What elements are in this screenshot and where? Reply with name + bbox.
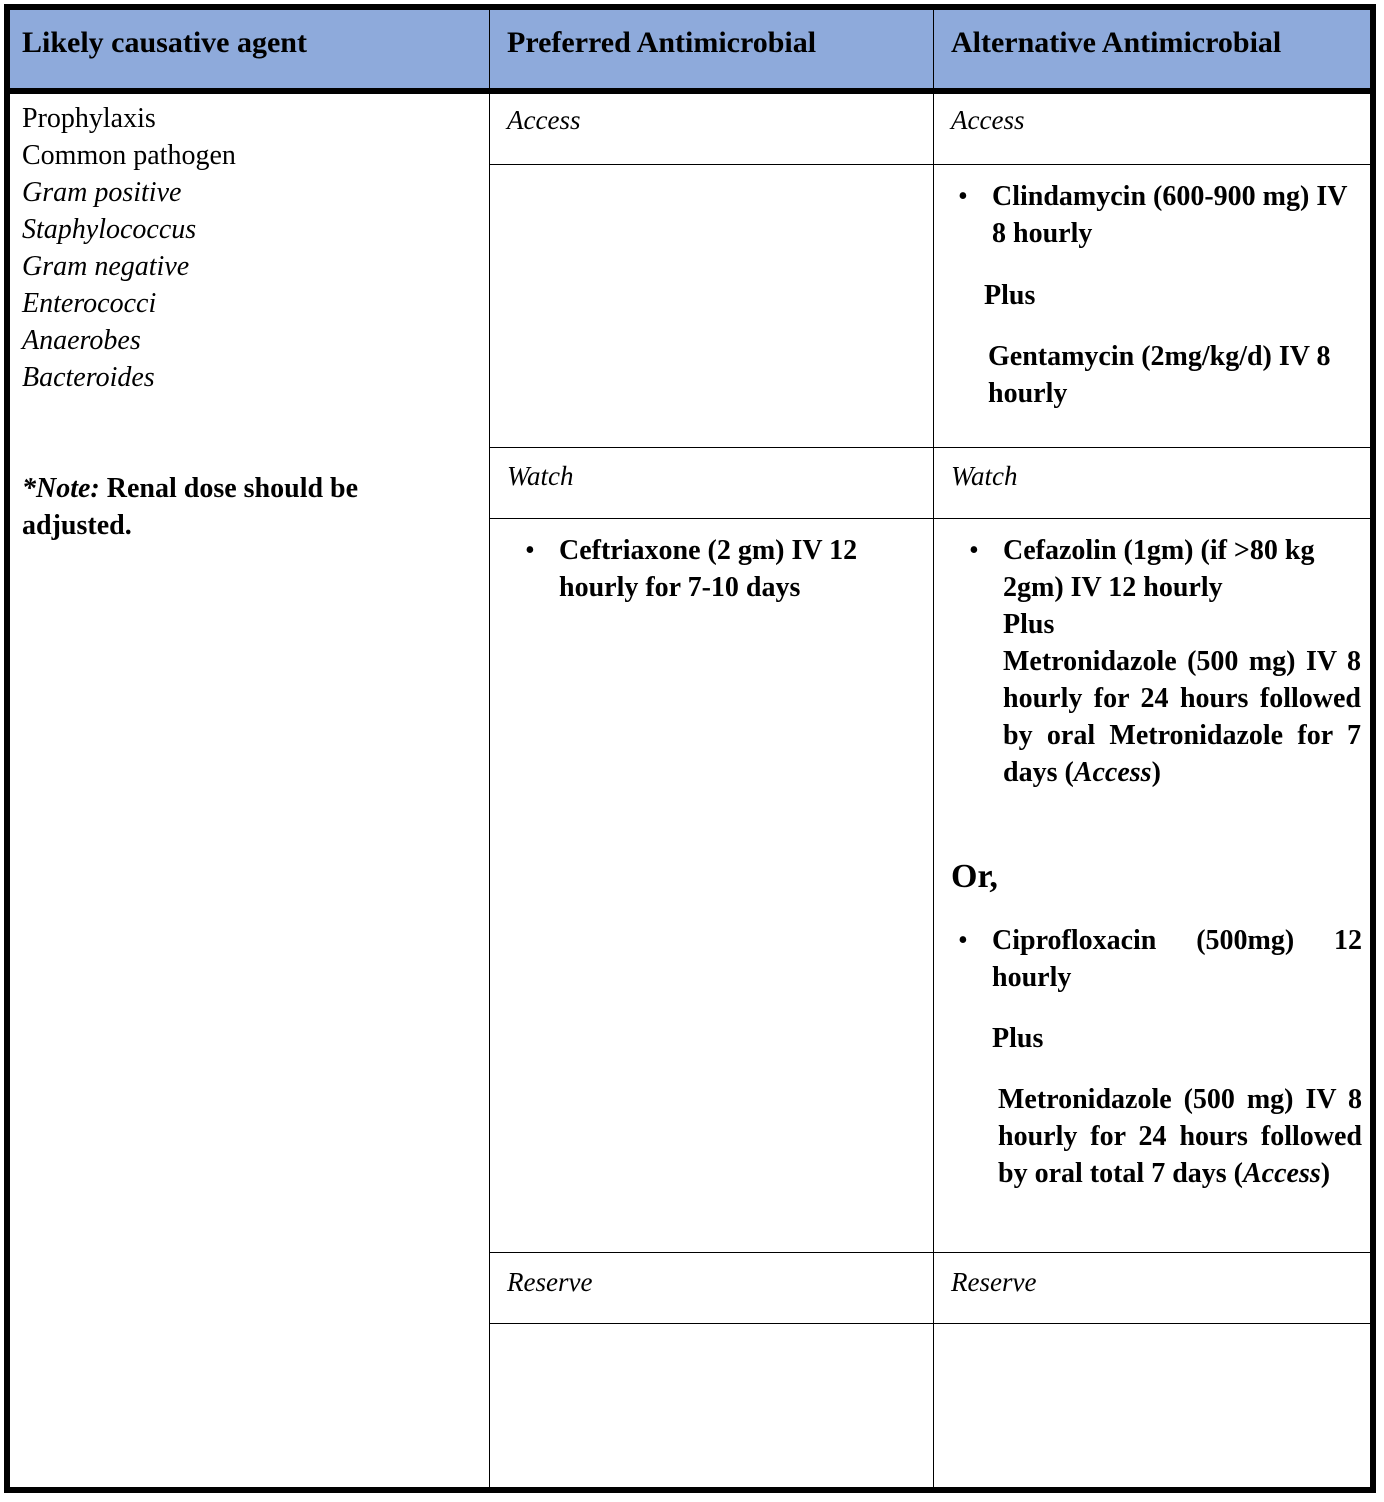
preferred-watch-cell <box>559 532 899 606</box>
pathogen-item: Gram positive <box>22 177 182 208</box>
header-likely-causative-agent: Likely causative agent <box>22 26 307 59</box>
header-preferred-antimicrobial: Preferred Antimicrobial <box>507 26 817 59</box>
alternative-watch-cell <box>1003 532 1361 791</box>
header-alternative-antimicrobial: Alternative Antimicrobial <box>951 26 1282 59</box>
row-divider <box>489 1252 1376 1253</box>
alternative-access-cell <box>984 178 1362 412</box>
alternative-watch-label: Watch <box>951 461 1018 491</box>
alternative-access-label: Access <box>951 105 1025 135</box>
drug-gentamycin: Gentamycin (2mg/kg/d) IV 8 hourly <box>988 341 1331 409</box>
paren: ) <box>1320 1158 1331 1189</box>
plus-label: Plus <box>1003 609 1055 640</box>
row-divider <box>489 518 1376 519</box>
row-divider <box>489 447 1376 448</box>
drug-ciprofloxacin: • Ciprofloxacin (500mg) 12 hourly <box>992 922 1362 996</box>
note-label: *Note: <box>22 473 100 504</box>
pathogen-item: Enterococci <box>22 288 157 319</box>
drug-ceftriaxone: • Ceftriaxone (2 gm) IV 12 hourly for 7-10 days <box>559 532 899 606</box>
or-label: Or, <box>951 858 998 895</box>
plus-label: Plus <box>984 280 1036 311</box>
row-divider <box>489 164 1376 165</box>
access-tag: Access <box>1243 1158 1321 1189</box>
column-divider-2 <box>933 10 934 1493</box>
drug-clindamycin: • Clindamycin (600-900 mg) IV 8 hourly <box>992 178 1362 252</box>
row-divider <box>489 1323 1376 1324</box>
pathogen-item: Bacteroides <box>22 362 155 393</box>
pathogen-item: Gram negative <box>22 251 190 282</box>
agent-cell <box>22 100 482 544</box>
agent-line: Common pathogen <box>22 140 236 171</box>
alternative-reserve-label: Reserve <box>951 1267 1037 1297</box>
agent-line: Prophylaxis <box>22 103 156 134</box>
access-tag: Access <box>1073 757 1152 788</box>
paren: ) <box>1151 757 1161 788</box>
preferred-watch-label: Watch <box>507 461 574 491</box>
pathogen-item: Staphylococcus <box>22 214 197 245</box>
antimicrobial-table <box>4 4 1376 1493</box>
renal-note <box>22 470 422 544</box>
drug-metronidazole <box>1003 643 1361 791</box>
pathogen-item: Anaerobes <box>22 325 141 356</box>
column-divider-1 <box>489 10 490 1493</box>
metronidazole-text: Metronidazole (500 mg) IV 8 hourly for 24 hours followed by oral total 7 days ( <box>998 1084 1362 1189</box>
drug-cefazolin: • Cefazolin (1gm) (if >80 kg 2gm) IV 12 hourly <box>1003 532 1361 606</box>
preferred-reserve-label: Reserve <box>507 1267 593 1297</box>
preferred-access-label: Access <box>507 105 581 135</box>
alternative-watch-option2 <box>992 922 1362 1192</box>
plus-label: Plus <box>992 1023 1044 1054</box>
drug-metronidazole <box>998 1081 1362 1192</box>
table-header <box>10 10 1370 94</box>
metronidazole-text: Metronidazole (500 mg) IV 8 hourly for 24 hours followed by oral Metronidazole for 7 days ( <box>1003 646 1361 788</box>
note-text: Renal dose should be adjusted. <box>22 473 359 541</box>
